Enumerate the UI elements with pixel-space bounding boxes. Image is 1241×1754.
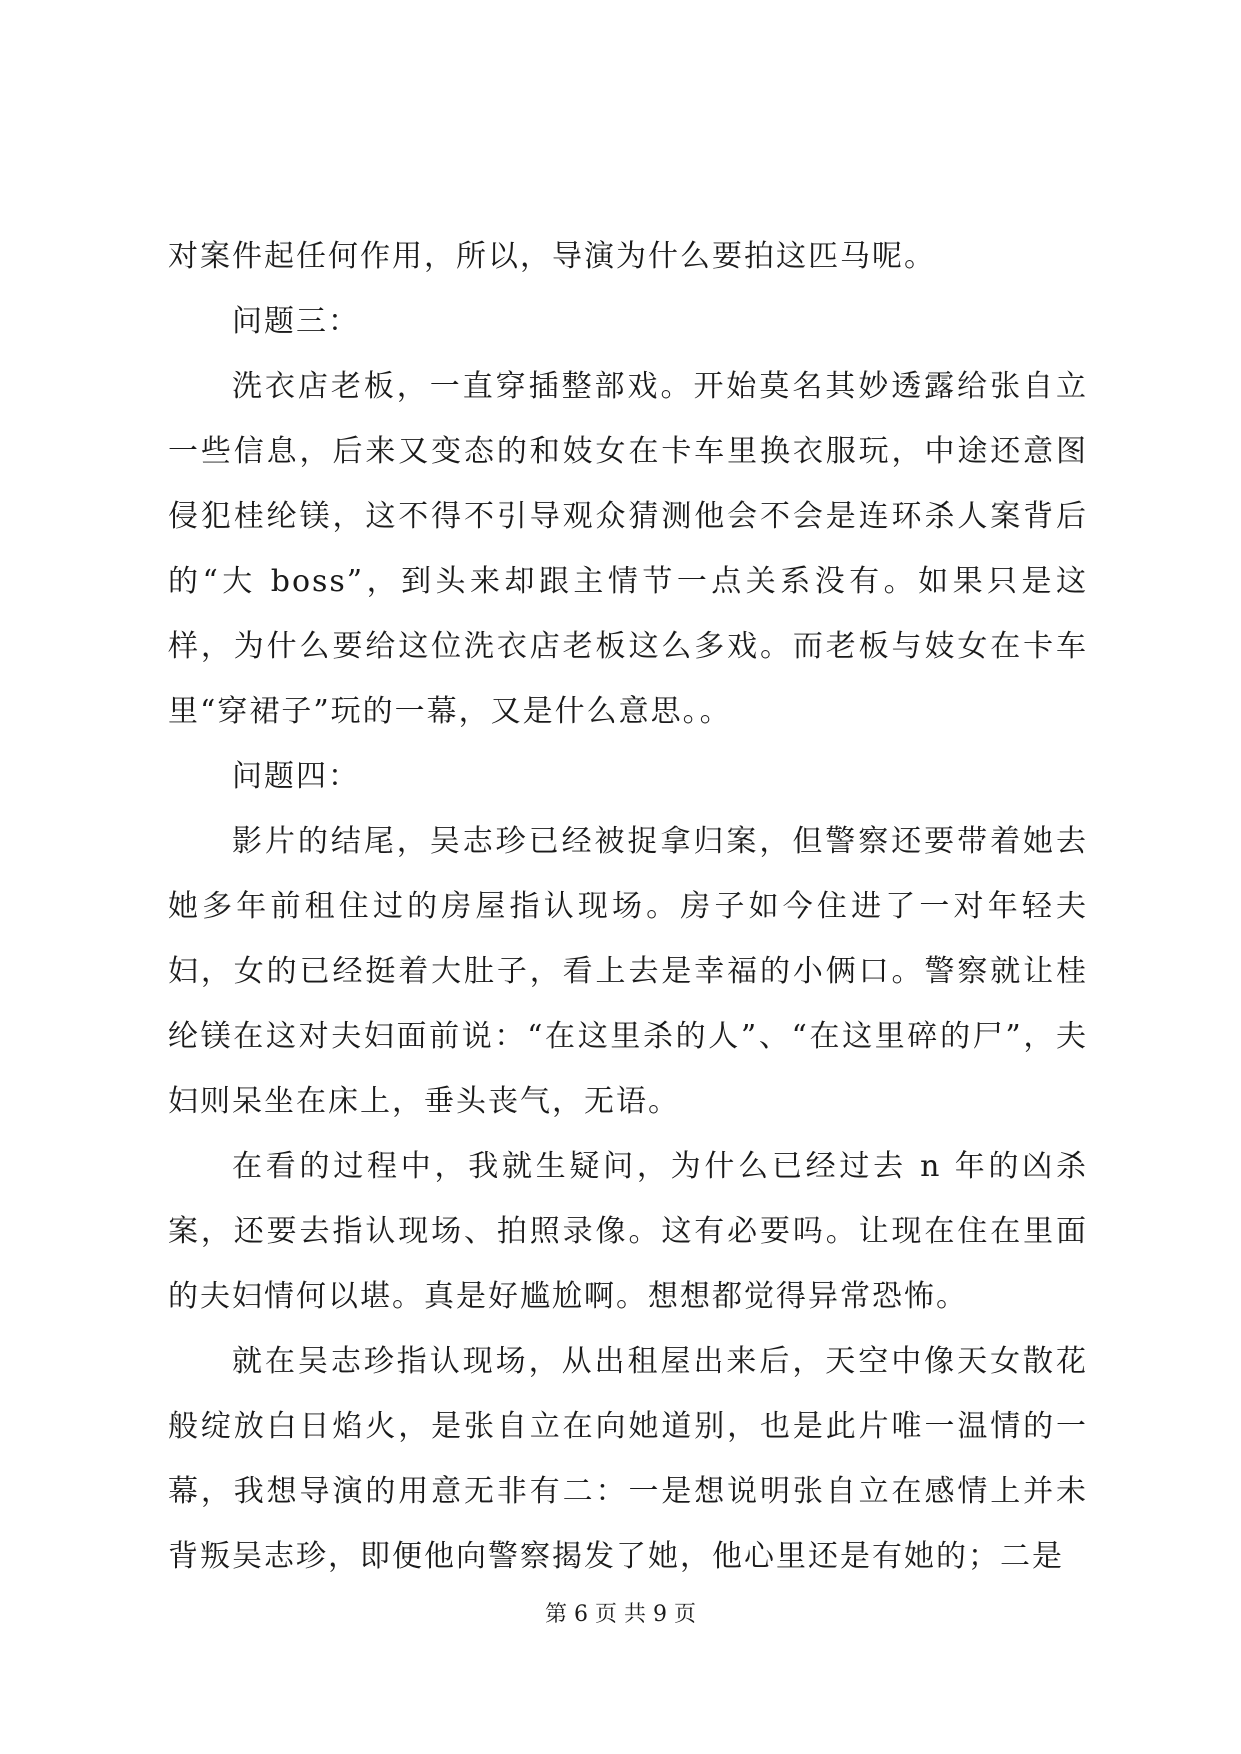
paragraph-ending: 影片的结尾，吴志珍已经被捉拿归案，但警察还要带着她去她多年前租住过的房屋指认现场。房子如今住进了一对年轻夫妇，女的已经挺着大肚子，看上去是幸福的小俩口。警察就让桂纶镁在这对夫妇面前说：“在这里杀的人”、“在这里碎的尸”，夫妇则呆坐在床上，垂头丧气，无语。 (168, 824, 1088, 1119)
paragraph-doubt: 在看的过程中，我就生疑问，为什么已经过去 n 年的凶杀案，还要去指认现场、拍照录像。这有必要吗。让现在住在里面的夫妇情何以堪。真是好尴尬啊。想想都觉得异常恐怖。 (168, 1149, 1088, 1314)
paragraph-fireworks: 就在吴志珍指认现场，从出租屋出来后，天空中像天女散花般绽放白日焰火，是张自立在向她道别，也是此片唯一温情的一幕，我想导演的用意无非有二：一是想说明张自立在感情上并未背叛吴志珍，即便他向警察揭发了她，他心里还是有她的；二是 (168, 1344, 1088, 1574)
document-body (168, 224, 1088, 1589)
paragraph-laundry-owner: 洗衣店老板，一直穿插整部戏。开始莫名其妙透露给张自立一些信息，后来又变态的和妓女在卡车里换衣服玩，中途还意图侵犯桂纶镁，这不得不引导观众猜测他会不会是连环杀人案背后的“大 boss”，到头来却跟主情节一点关系没有。如果只是这样，为什么要给这位洗衣店老板这么多戏。而老板与妓女在卡车里“穿裙子”玩的一幕，又是什么意思。。 (168, 369, 1088, 729)
question-four-heading: 问题四： (232, 759, 360, 794)
page-number-footer: 第 6 页 共 9 页 (545, 1602, 696, 1627)
question-three-heading: 问题三： (232, 304, 360, 339)
paragraph-1: 对案件起任何作用，所以，导演为什么要拍这匹马呢。 (168, 239, 936, 274)
